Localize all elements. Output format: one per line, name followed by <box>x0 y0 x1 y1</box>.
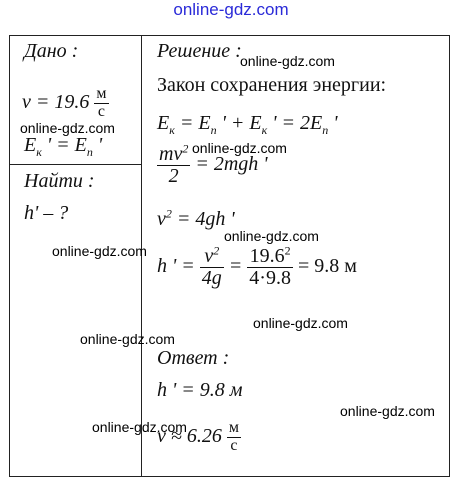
eq4-sup1: 2 <box>213 243 220 258</box>
find-heading: Найти : <box>24 170 95 192</box>
energy-symbol: E <box>24 134 37 156</box>
subscript-n: п <box>86 145 93 159</box>
eq4-num1 <box>200 243 224 267</box>
energy-end: ' <box>92 134 103 156</box>
unit-numerator: м <box>96 85 107 102</box>
answer-height: h ' = 9.8 м <box>157 379 243 401</box>
eq4-fraction-1 <box>200 243 224 289</box>
eq4-den2: 4·9.8 <box>249 267 291 289</box>
equation-energy <box>157 112 337 135</box>
eq2-sup: 2 <box>182 141 189 156</box>
given-heading: Дано : <box>24 40 79 62</box>
given-velocity-unit <box>94 86 108 121</box>
unit-denominator: с <box>94 103 108 121</box>
answer2-text: v ≈ 6.26 <box>157 424 222 447</box>
answer-heading: Ответ : <box>157 347 230 369</box>
eq4-result: = 9.8 м <box>292 255 357 278</box>
eq1-e: E <box>157 112 170 134</box>
eq4-num2 <box>247 243 293 267</box>
given-energy-condition <box>24 134 102 157</box>
energy-mid: ' = E <box>41 134 87 156</box>
eq4-num2-text: 19.6 <box>249 245 285 267</box>
eq2-fraction <box>157 141 190 187</box>
eq1-end: ' <box>328 112 338 134</box>
eq1-sub-k: к <box>169 123 175 137</box>
site-header[interactable]: online-gdz.com <box>173 0 289 19</box>
watermark: online-gdz.com <box>340 403 435 419</box>
eq3-sup: 2 <box>165 206 172 221</box>
eq3-rhs: = 4gh ' <box>171 208 235 230</box>
conservation-law: Закон сохранения энергии: <box>157 74 387 96</box>
row-divider <box>10 164 141 165</box>
eq1-sub-k2: к <box>261 123 268 137</box>
watermark: online-gdz.com <box>240 53 335 69</box>
answer2-unit <box>227 420 241 455</box>
given-velocity-expr: v = 19.6 <box>22 90 90 113</box>
equation-height: h ' = $\frac{v^2}{4g}$ = $\frac{19.6^2}{4\cdot 9.8}$ = 9.8 м <box>157 243 357 289</box>
answer2-unit-den: с <box>227 437 241 455</box>
eq4-num1-text: v <box>204 245 214 267</box>
watermark: online-gdz.com <box>224 228 319 244</box>
eq1-sub-n: п <box>210 123 217 137</box>
watermark: online-gdz.com <box>52 243 147 259</box>
eq4-den1: 4g <box>201 267 222 289</box>
eq1-mid2: ' + E <box>216 112 262 134</box>
find-target: h' – ? <box>24 202 69 224</box>
eq4-lhs: h ' = <box>157 255 200 278</box>
given-velocity <box>22 86 109 121</box>
eq2-rhs: = 2mgh ' <box>190 153 268 176</box>
watermark: online-gdz.com <box>192 140 287 156</box>
solution-heading: Решение : <box>157 40 242 62</box>
eq1-mid3: ' = 2E <box>267 112 323 134</box>
eq1-sub-n2: п <box>322 123 329 137</box>
eq2-denominator: 2 <box>157 165 190 187</box>
eq3-v: v <box>157 208 166 230</box>
answer2-unit-num: м <box>228 419 239 436</box>
eq4-fraction-2 <box>247 243 293 289</box>
watermark: online-gdz.com <box>20 120 115 136</box>
subscript-k: к <box>36 145 42 159</box>
watermark: online-gdz.com <box>92 419 187 435</box>
watermark: online-gdz.com <box>253 315 348 331</box>
eq4-sup2: 2 <box>284 243 291 258</box>
eq2-numerator <box>157 141 190 165</box>
eq1-mid: = E <box>174 112 211 134</box>
watermark: online-gdz.com <box>80 331 175 347</box>
eq2-num-text: mv <box>159 143 183 165</box>
